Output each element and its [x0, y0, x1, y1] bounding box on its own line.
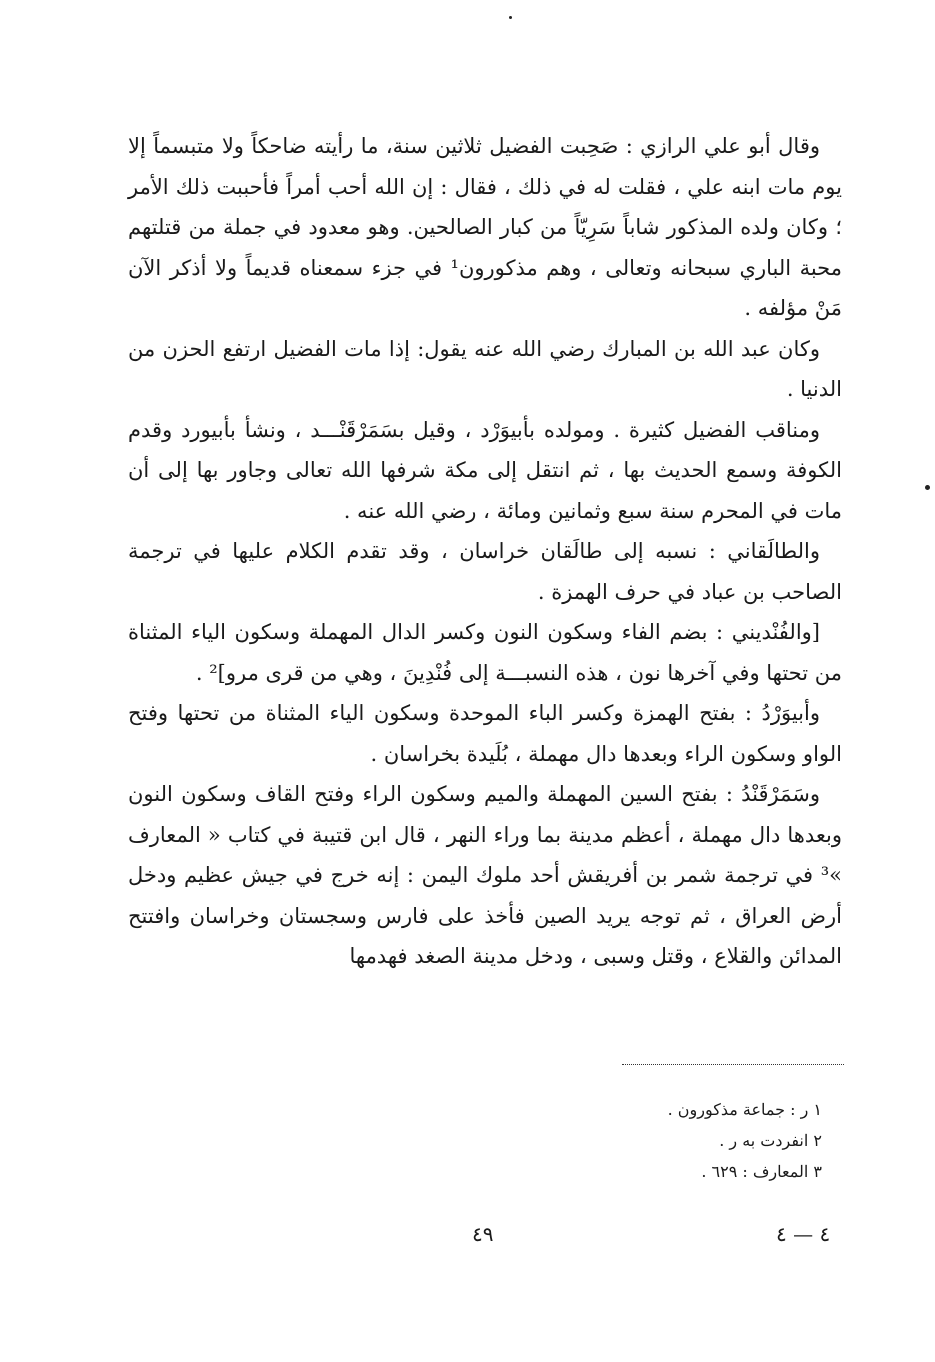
footnotes: [560, 1094, 822, 1187]
paragraph-samarqand: وسَمَرْقَنْدُ : بفتح السين المهملة والميم وسكون الراء وفتح القاف وسكون النون وبعدها دال مهملة ، أعظم مدينة بما وراء النهر ، قال ابن قتيبة في كتاب « المعارف »³ في ترجمة شمر بن أفريقش أحد ملوك اليمن : إنه خرج في جيش عظيم ودخل أرض العراق ، ثم توجه يريد الصين فأخذ على فارس وسجستان وخراسان وافتتح المدائن والقلاع ، وقتل وسبى ، ودخل مدينة الصغد فهدمها: [128, 782, 842, 968]
scan-speck: [925, 485, 930, 490]
paragraph-fundini: [والفُنْديني : بضم الفاء وسكون النون وكسر الدال المهملة وسكون الياء المثناة من تحتها وفي آخرها نون ، هذه النسبـــة إلى فُنْدِينَ ، وهي من قرى مرو]² .: [128, 620, 842, 685]
paragraph-ibn-mubarak: وكان عبد الله بن المبارك رضي الله عنه يقول: إذا مات الفضيل ارتفع الحزن من الدنيا .: [128, 336, 842, 401]
scan-speck: [509, 16, 512, 19]
main-text: [128, 126, 842, 977]
signature-mark: ٤ — ٤: [776, 1222, 831, 1246]
footnote-divider: [622, 1064, 844, 1065]
paragraph-abiward: وأبيوَرْدُ : بفتح الهمزة وكسر الباء الموحدة وسكون الياء المثناة من تحتها وفتح الواو وسكون الراء وبعدها دال مهملة ، بُلَيدة بخراسان .: [128, 701, 842, 766]
paragraph-razi: وقال أبو علي الرازي : صَحِبت الفضيل ثلاثين سنة، ما رأيته ضاحكاً ولا متبسماً إلا يوم مات ابنه علي ، فقلت له في ذلك ، فقال : إن الله أحب أمراً فأحببت ذلك الأمر ؛ وكان ولده المذكور شاباً سَرِيّاً من كبار الصالحين. وهو معدود في جملة من قتلتهم محبة الباري سبحانه وتعالى ، وهم مذكورون¹ في جزء سمعناه قديماً ولا أذكر الآن مَنْ مؤلفه .: [128, 134, 842, 320]
footnote-1: ١ ر : جماعة مذكورون .: [667, 1100, 822, 1119]
page-number: ٤٩: [472, 1222, 494, 1246]
paragraph-talaqani: والطالَقاني : نسبه إلى طالَقان خراسان ، وقد تقدم الكلام عليها في ترجمة الصاحب بن عباد في حرف الهمزة .: [128, 539, 842, 604]
footnote-3: ٣ المعارف : ٦٢٩ .: [701, 1162, 822, 1181]
paragraph-virtues: ومناقب الفضيل كثيرة . ومولده بأبيوَرْد ، وقيل بسَمَرْقَنْـــد ، ونشأ بأبيورد وقدم الكوفة وسمع الحديث بها ، ثم انتقل إلى مكة شرفها الله تعالى وجاور بها إلى أن مات في المحرم سنة سبع وثمانين ومائة ، رضي الله عنه .: [128, 417, 842, 523]
footnote-2: ٢ انفردت به ر .: [719, 1131, 822, 1150]
